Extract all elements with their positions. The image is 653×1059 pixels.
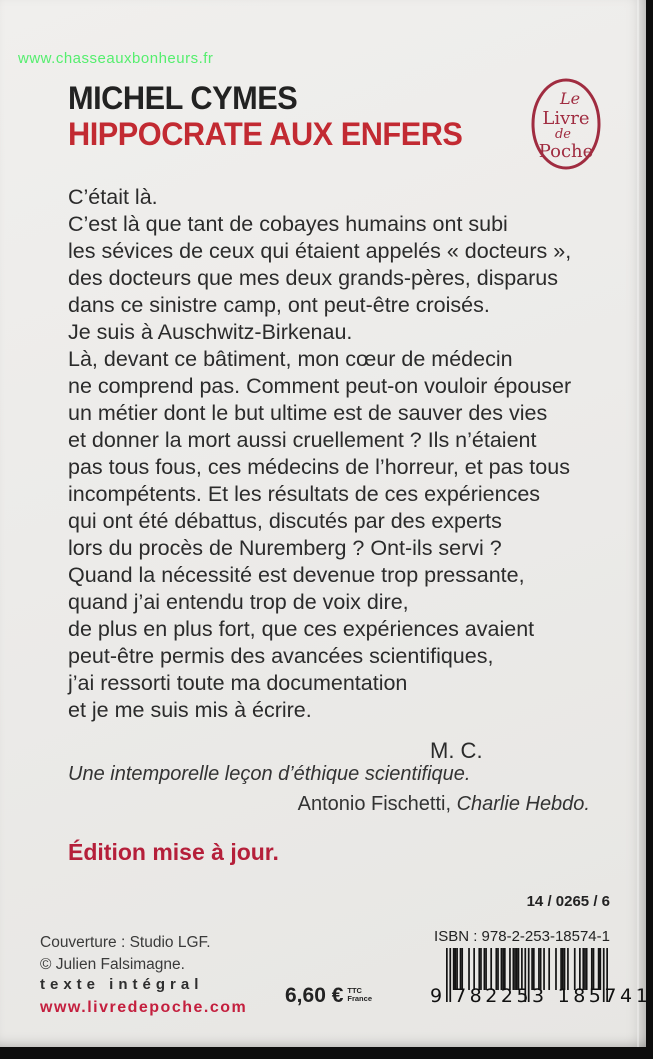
body-line: Là, devant ce bâtiment, mon cœur de médecin	[68, 347, 513, 371]
body-line: C’est là que tant de cobayes humains ont subi	[68, 212, 508, 236]
print-code: 14 / 0265 / 6	[526, 893, 610, 910]
body-line: pas tous fous, ces médecins de l’horreur, et pas tous	[68, 455, 570, 479]
author-initials: M. C.	[430, 738, 483, 763]
press-review	[68, 763, 590, 816]
watermark-url: www.chasseauxbonheurs.fr	[18, 50, 214, 67]
reviewer-name: Antonio Fischetti,	[297, 793, 457, 815]
logo-word-poche: Poche	[538, 141, 594, 162]
body-line: les sévices de ceux qui étaient appelés « docteurs »,	[68, 239, 572, 263]
publisher-website: www.livredepoche.com	[40, 999, 248, 1016]
back-cover-text	[68, 184, 598, 764]
body-line: et je me suis mis à écrire.	[68, 698, 312, 722]
body-line: et donner la mort aussi cruellement ? Ils n’étaient	[68, 428, 537, 452]
price-block	[285, 984, 372, 1008]
credit-line: Couverture : Studio LGF.	[40, 934, 211, 951]
livre-de-poche-logo-icon	[529, 76, 603, 172]
price-tax-label: TTC	[347, 986, 362, 995]
review-source: Charlie Hebdo.	[456, 793, 590, 815]
body-line: quand j’ai entendu trop de voix dire,	[68, 590, 409, 614]
barcode-digits	[430, 985, 652, 1007]
body-lines	[68, 184, 598, 724]
logo-word-le: Le	[559, 89, 581, 108]
body-line: j’ai ressorti toute ma documentation	[68, 671, 408, 695]
body-line: ne comprend pas. Comment peut-on vouloir épouser	[68, 374, 572, 398]
price-amount: 6,60 €	[285, 984, 344, 1007]
credits-block	[40, 932, 211, 976]
cover-edge-crease	[637, 0, 639, 1047]
isbn-number: ISBN : 978-2-253-18574-1	[434, 928, 610, 945]
barcode-digit-group1: 782253	[454, 985, 548, 1007]
author-name: MICHEL CYMES	[68, 80, 298, 116]
price-country-label: France	[347, 993, 372, 1003]
header-block	[68, 80, 479, 152]
body-line: incompétents. Et les résultats de ces expériences	[68, 482, 541, 506]
texte-integral-label: texte intégral	[40, 976, 204, 993]
body-line: C’était là.	[68, 185, 158, 209]
body-line: Quand la nécessité est devenue trop pressante,	[68, 563, 525, 587]
body-line: lors du procès de Nuremberg ? Ont-ils servi ?	[68, 536, 502, 560]
review-attribution	[68, 793, 590, 816]
edition-note: Édition mise à jour.	[68, 839, 279, 865]
review-quote: Une intemporelle leçon d’éthique scientifique.	[68, 763, 471, 785]
body-line: peut-être permis des avancées scientifiques,	[68, 644, 494, 668]
body-line: dans ce sinistre camp, ont peut-être croisés.	[68, 293, 490, 317]
barcode-digit-first: 9	[430, 985, 443, 1007]
body-line: des docteurs que mes deux grands-pères, disparus	[68, 266, 558, 290]
body-line: un métier dont le but ultime est de sauver des vies	[68, 401, 548, 425]
body-line: Je suis à Auschwitz-Birkenau.	[68, 320, 353, 344]
logo-word-de: de	[554, 127, 572, 142]
barcode-digit-group2: 185741	[557, 985, 652, 1007]
logo-word-livre: Livre	[542, 108, 590, 129]
body-line: qui ont été débattus, discutés par des experts	[68, 509, 502, 533]
body-line: de plus en plus fort, que ces expériences avaient	[68, 617, 535, 641]
price-suffix	[347, 987, 372, 1002]
credit-line: © Julien Falsimagne.	[40, 956, 185, 973]
book-title: HIPPOCRATE AUX ENFERS	[68, 116, 463, 152]
